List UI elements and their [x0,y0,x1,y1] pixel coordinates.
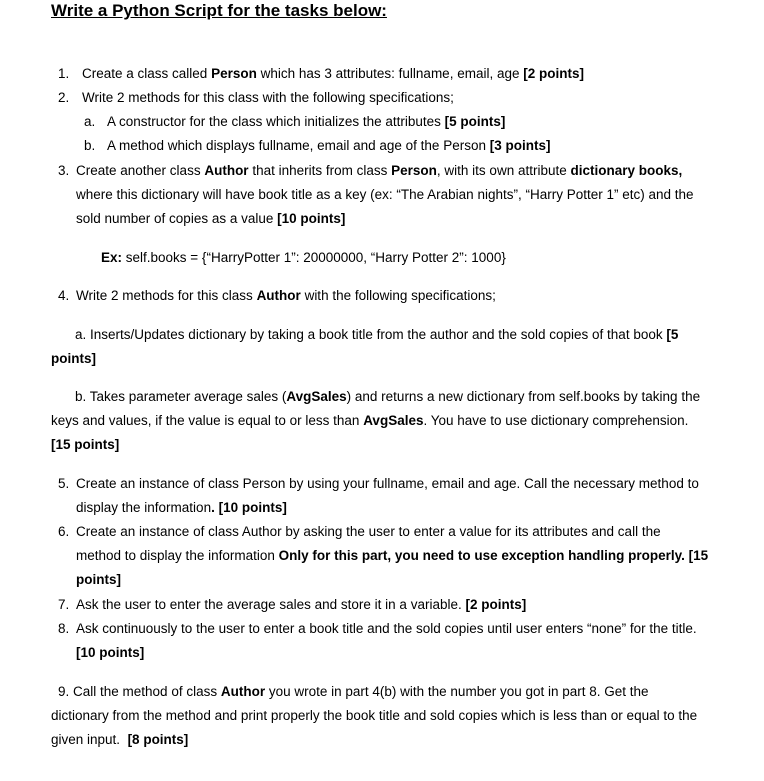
item-6-line-2 [76,544,708,568]
item-4-text-a: Write 2 methods for this class [76,288,257,303]
item-6-text: method to display the information [76,548,279,563]
item-3-line-2: where this dictionary will have book title as a key (ex: “The Arabian nights”, “Harry Potter 1” etc) and the [76,187,694,202]
item-2-number: 2. [58,90,70,105]
item-3-text-l3: sold number of copies as a value [76,211,278,226]
item-9-line-3 [51,728,188,752]
item-4a-text: a. Inserts/Updates dictionary by taking a book title from the author and the sold copies of that book [75,327,667,342]
item-1-number: 1. [58,66,70,81]
item-4b-points: [15 points] [51,437,120,452]
item-8-line-2 [76,641,144,665]
item-3-line-3 [76,207,345,231]
item-7-number: 7. [58,597,70,612]
item-9-text-a: 9. Call the method of class [58,684,221,699]
item-6-emphasis: Only for this part, you need to use exception handling properly. [15 [278,548,709,563]
item-4a-line-1 [75,323,678,347]
item-4-class-author: Author [256,288,301,303]
item-3-text-e: , with its own attribute [436,163,571,178]
item-8-points: [10 points] [76,645,145,660]
item-5-line-1: Create an instance of class Person by using your fullname, email and age. Call the necessary method to [76,476,699,491]
item-9-line-2: dictionary from the method and print properly the book title and sold copies which is less than or equal to the [51,708,698,723]
item-3-class-author: Author [204,163,249,178]
example-code: self.books = {“HarryPotter 1”: 20000000, “Harry Potter 2”: 1000} [122,250,506,265]
item-4b-text-2a: keys and values, if the value is equal to or less than [51,413,364,428]
item-3-text-a: Create another class [76,163,205,178]
item-7-points: [2 points] [465,597,527,612]
page-title: Write a Python Script for the tasks below: [51,1,387,20]
item-9-line-1 [58,680,649,704]
item-4a-line-2 [51,347,96,371]
item-2b-text: A method which displays fullname, email and age of the Person [107,138,490,153]
item-2: Write 2 methods for this class with the following specifications; [82,90,454,105]
item-5-line-2 [76,496,287,520]
item-4b-text-c: ) and returns a new dictionary from self.books by taking the [346,389,701,404]
item-4b-line-3 [51,433,119,457]
item-2b-letter: b. [84,138,96,153]
item-1 [82,62,584,86]
item-9-text-l3: given input. [51,732,128,747]
item-5-number: 5. [58,476,70,491]
item-9-points: [8 points] [127,732,189,747]
item-6-number: 6. [58,524,70,539]
item-2a [107,110,505,134]
example-label: Ex: [101,250,123,265]
item-2a-points: [5 points] [444,114,506,129]
item-9-class-author: Author [220,684,266,699]
item-7 [76,593,526,617]
item-3-line-1 [76,159,682,183]
item-4b-text-a: b. Takes parameter average sales ( [75,389,287,404]
item-4b-avgsales: AvgSales [286,389,347,404]
item-8-number: 8. [58,621,70,636]
item-3-text-c: that inherits from class [248,163,392,178]
item-4a-points-end: points] [51,351,96,366]
item-4b-line-1 [75,385,700,409]
item-5-text: display the information [76,500,212,515]
item-3-points: [10 points] [277,211,346,226]
item-2b-points: [3 points] [489,138,551,153]
item-6-points-end: points] [76,572,121,587]
item-2a-letter: a. [84,114,96,129]
item-7-text: Ask the user to enter the average sales and store it in a variable. [76,597,466,612]
item-5-points: . [10 points] [211,500,287,515]
item-4-text-c: with the following specifications; [300,288,496,303]
item-4-number: 4. [58,288,70,303]
item-1-class-name: Person [211,66,257,81]
item-3-number: 3. [58,163,70,178]
item-4b-line-2 [51,409,688,433]
item-3-class-person: Person [391,163,437,178]
item-1-points: [2 points] [523,66,584,81]
item-3-attribute: dictionary books, [570,163,683,178]
item-9-text-c: you wrote in part 4(b) with the number you got in part 8. Get the [265,684,649,699]
item-1-text: Create a class called [82,66,212,81]
item-4b-avgsales-2: AvgSales [363,413,424,428]
item-1-text-2: which has 3 attributes: fullname, email, age [256,66,524,81]
item-4a-points-start: [5 [666,327,679,342]
item-2b [107,134,550,158]
item-4 [76,284,496,308]
item-6-line-1: Create an instance of class Author by asking the user to enter a value for its attributes and call the [76,524,661,539]
item-3-example [101,246,506,270]
item-8-line-1: Ask continuously to the user to enter a book title and the sold copies until user enters “none” for the title. [76,621,697,636]
item-4b-text-2c: . You have to use dictionary comprehension. [423,413,689,428]
item-2a-text: A constructor for the class which initializes the attributes [107,114,445,129]
item-6-line-3 [76,568,121,592]
